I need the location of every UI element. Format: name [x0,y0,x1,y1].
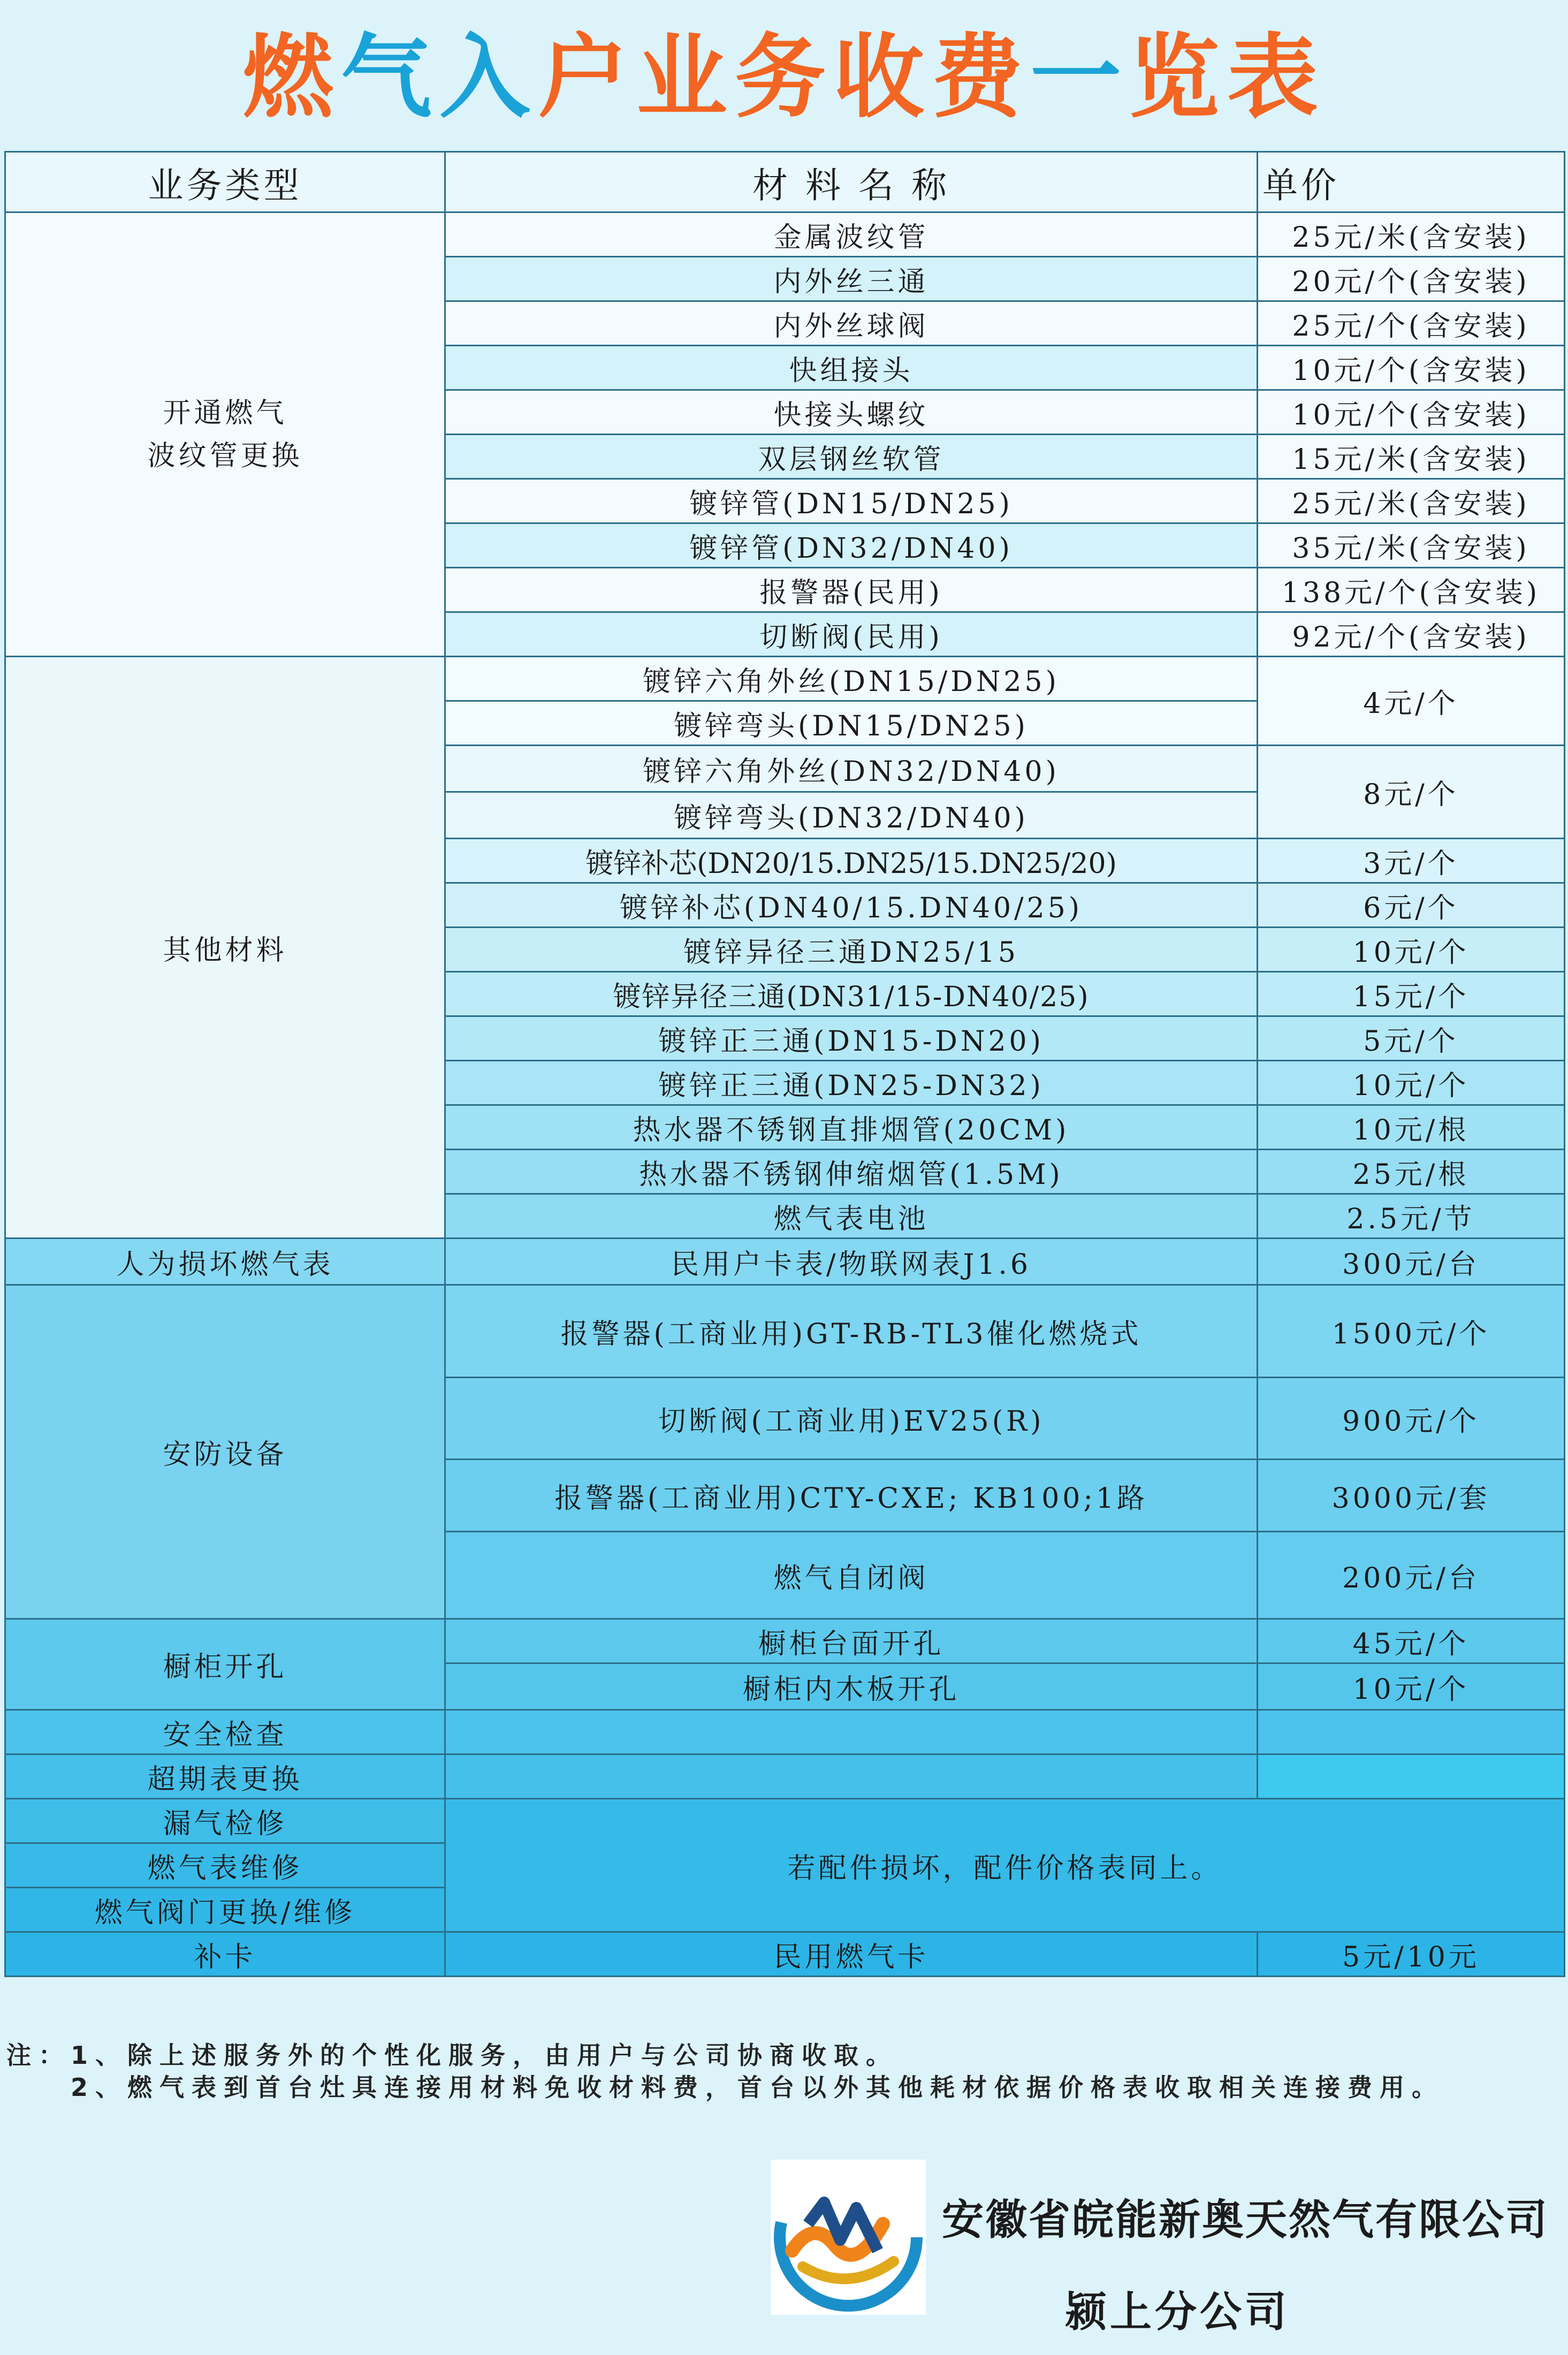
header-material: 材 料 名 称 [445,152,1258,212]
price-cell: 300元/台 [1258,1239,1565,1285]
notes [6,2039,1562,2103]
material-cell: 快组接头 [445,346,1258,390]
table-header-row [5,152,1565,212]
material-cell: 镀锌异径三通DN25/15 [445,928,1258,972]
table-row [5,1754,1565,1799]
table-row [5,1285,1565,1378]
price-cell: 10元/个 [1258,1663,1565,1710]
material-cell: 镀锌补芯(DN20/15.DN25/15.DN25/20) [445,839,1258,883]
note-line-1: 注：1、除上述服务外的个性化服务，由用户与公司协商收取。 [6,2041,899,2070]
price-cell: 200元/台 [1258,1532,1565,1619]
price-cell: 6元/个 [1258,883,1565,928]
material-cell: 镀锌管(DN32/DN40) [445,523,1258,568]
material-cell: 切断阀(工商业用)EV25(R) [445,1378,1258,1460]
price-cell: 92元/个(含安装) [1258,612,1565,657]
material-cell: 镀锌异径三通(DN31/15-DN40/25) [445,972,1258,1016]
group-label-card-reissue: 补卡 [5,1932,445,1977]
price-cell: 4元/个 [1258,657,1565,746]
group-label-cabinet-hole: 橱柜开孔 [5,1619,445,1710]
price-cell: 15元/米(含安装) [1258,435,1565,479]
price-cell: 25元/米(含安装) [1258,479,1565,523]
page-title [0,16,1568,139]
material-cell: 热水器不锈钢直排烟管(20CM) [445,1105,1258,1150]
table-row [5,1932,1565,1977]
price-cell: 35元/米(含安装) [1258,523,1565,568]
empty-cell [445,1710,1258,1754]
company-logo-icon [771,2160,926,2315]
note-line-2: 2、燃气表到首台灶具连接用材料免收材料费，首台以外其他耗材依据价格表收取相关连接费用。 [71,2073,1444,2102]
header-price: 单价 [1258,152,1565,212]
material-cell: 镀锌弯头(DN32/DN40) [445,792,1258,839]
price-cell: 8元/个 [1258,746,1565,839]
table-row [5,657,1565,701]
table-row [5,1799,1565,1843]
material-cell: 镀锌正三通(DN15-DN20) [445,1016,1258,1061]
material-cell: 报警器(民用) [445,568,1258,612]
price-cell: 25元/个(含安装) [1258,301,1565,346]
price-cell: 10元/个 [1258,1061,1565,1105]
material-cell: 报警器(工商业用)CTY-CXE; KB100;1路 [445,1460,1258,1532]
material-cell: 报警器(工商业用)GT-RB-TL3催化燃烧式 [445,1285,1258,1378]
price-cell: 15元/个 [1258,972,1565,1016]
material-cell: 快接头螺纹 [445,390,1258,435]
price-cell: 10元/个(含安装) [1258,346,1565,390]
title-part: 户业务收费 [537,25,1030,131]
group-label-meter-repair: 燃气表维修 [5,1843,445,1888]
price-cell: 45元/个 [1258,1619,1565,1663]
company-branch: 颍上分公司 [1065,2288,1290,2336]
group-label-damaged-meter: 人为损坏燃气表 [5,1239,445,1285]
price-cell: 5元/10元 [1258,1932,1565,1977]
material-cell: 热水器不锈钢伸缩烟管(1.5M) [445,1150,1258,1194]
table-row [5,1710,1565,1754]
company-name: 安徽省皖能新奥天然气有限公司 [942,2196,1549,2244]
group-label-expired-meter: 超期表更换 [5,1754,445,1799]
table-row [5,1619,1565,1663]
price-cell: 138元/个(含安装) [1258,568,1565,612]
group-label-leak-repair: 漏气检修 [5,1799,445,1843]
group-label-safety-inspection: 安全检查 [5,1710,445,1754]
material-cell: 双层钢丝软管 [445,435,1258,479]
group-label-valve-repair: 燃气阀门更换/维修 [5,1888,445,1932]
title-part: 燃 [242,25,341,131]
price-cell: 10元/个(含安装) [1258,390,1565,435]
price-cell: 25元/根 [1258,1150,1565,1194]
price-cell: 10元/个 [1258,928,1565,972]
material-cell: 镀锌六角外丝(DN15/DN25) [445,657,1258,701]
empty-cell [1258,1710,1565,1754]
material-cell: 镀锌弯头(DN15/DN25) [445,701,1258,746]
price-cell: 10元/根 [1258,1105,1565,1150]
header-type: 业务类型 [5,152,445,212]
price-cell: 1500元/个 [1258,1285,1565,1378]
price-cell: 5元/个 [1258,1016,1565,1061]
price-cell: 20元/个(含安装) [1258,257,1565,301]
material-cell: 燃气表电池 [445,1194,1258,1239]
price-cell: 3元/个 [1258,839,1565,883]
material-cell: 镀锌管(DN15/DN25) [445,479,1258,523]
price-cell: 25元/米(含安装) [1258,212,1565,257]
title-part: 一 [1030,25,1129,131]
material-cell: 橱柜内木板开孔 [445,1663,1258,1710]
company-info [942,2186,1563,2338]
repair-note: 若配件损坏，配件价格表同上。 [445,1799,1565,1932]
material-cell: 燃气自闭阀 [445,1532,1258,1619]
table-row [5,1239,1565,1285]
material-cell: 民用户卡表/物联网表J1.6 [445,1239,1258,1285]
price-cell: 900元/个 [1258,1378,1565,1460]
title-part: 气入 [340,25,538,131]
title-part: 览表 [1129,25,1326,131]
material-cell: 镀锌六角外丝(DN32/DN40) [445,746,1258,792]
group-label-gas-open: 开通燃气 波纹管更换 [5,212,445,657]
material-cell: 切断阀(民用) [445,612,1258,657]
fee-table [4,151,1565,1977]
material-cell: 橱柜台面开孔 [445,1619,1258,1663]
group-label-other-materials: 其他材料 [5,657,445,1239]
empty-cell [1258,1754,1565,1799]
price-cell: 2.5元/节 [1258,1194,1565,1239]
group-label-security-equipment: 安防设备 [5,1285,445,1619]
material-cell: 内外丝球阀 [445,301,1258,346]
price-cell: 3000元/套 [1258,1460,1565,1532]
material-cell: 金属波纹管 [445,212,1258,257]
material-cell: 镀锌补芯(DN40/15.DN40/25) [445,883,1258,928]
material-cell: 内外丝三通 [445,257,1258,301]
table-row [5,212,1565,257]
empty-cell [445,1754,1258,1799]
material-cell: 民用燃气卡 [445,1932,1258,1977]
material-cell: 镀锌正三通(DN25-DN32) [445,1061,1258,1105]
